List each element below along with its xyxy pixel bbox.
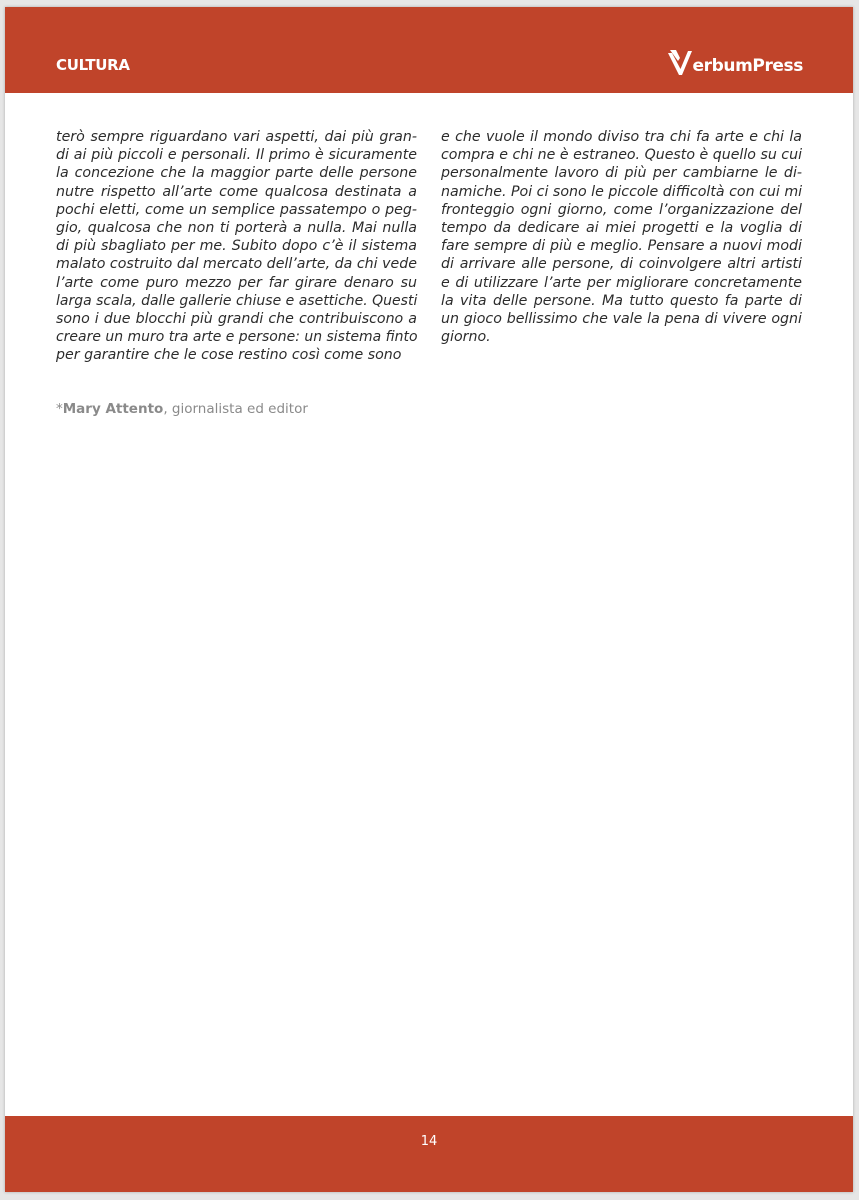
text-line: giorno. [441, 329, 491, 346]
text-line: terò sempre riguardano vari aspetti, dai più gran- [56, 129, 417, 145]
text-line: gio, qualcosa che non ti porterà a nulla. Mai nulla [56, 220, 417, 237]
text-line: malato costruito dal mercato dell’arte, da chi vede [56, 256, 417, 273]
author-footnote [56, 401, 308, 417]
text-line: di più sbagliato per me. Subito dopo c’è il sistema [56, 238, 417, 255]
page-header [5, 7, 853, 93]
section-title: CULTURA [56, 56, 130, 74]
text-line: pochi eletti, come un semplice passatempo o peg- [56, 201, 417, 218]
footnote-marker: * [56, 401, 63, 417]
text-line: l’arte come puro mezzo per far girare denaro su [56, 274, 417, 291]
text-line: di arrivare alle persone, di coinvolgere altri artisti [441, 256, 802, 273]
text-line: compra e chi ne è estraneo. Questo è quello su cui [441, 147, 802, 164]
author-role: , giornalista ed editor [163, 401, 308, 417]
verbumpress-logo [667, 47, 803, 77]
text-line: sono i due blocchi più grandi che contribuiscono a [56, 311, 417, 328]
text-line: creare un muro tra arte e persone: un sistema finto [56, 329, 418, 346]
text-line: un gioco bellissimo che vale la pena di vivere ogni [441, 311, 802, 328]
author-name: Mary Attento [62, 401, 164, 417]
text-line: la vita delle persone. Ma tutto questo fa parte di [441, 292, 802, 309]
text-line: la concezione che la maggior parte delle persone [56, 165, 417, 182]
text-line: namiche. Poi ci sono le piccole difficoltà con cui mi [441, 183, 803, 200]
magazine-page [5, 7, 853, 1192]
article-column-left [56, 128, 417, 365]
page-footer [5, 1116, 853, 1192]
text-line: e di utilizzare l’arte per migliorare concretamente [441, 274, 802, 291]
page-number: 14 [420, 1134, 438, 1149]
text-line: fare sempre di più e meglio. Pensare a nuovi modi [441, 238, 802, 255]
logo-wordmark: erbumPress [692, 56, 803, 76]
text-line: personalmente lavoro di più per cambiarne le di- [441, 165, 802, 182]
text-line: e che vuole il mondo diviso tra chi fa arte e chi la [441, 129, 802, 145]
text-line: di ai più piccoli e personali. Il primo è sicuramente [56, 147, 417, 164]
text-line: fronteggio ogni giorno, come l’organizzazione del [441, 201, 802, 218]
text-line: tempo da dedicare ai miei progetti e la voglia di [441, 220, 802, 237]
text-line: nutre rispetto all’arte come qualcosa destinata a [56, 183, 417, 200]
verbumpress-v-logo-icon [667, 49, 693, 77]
text-line: per garantire che le cose restino così come sono [56, 347, 402, 364]
article-column-right [441, 128, 802, 346]
text-line: larga scala, dalle gallerie chiuse e asettiche. Questi [56, 292, 418, 309]
